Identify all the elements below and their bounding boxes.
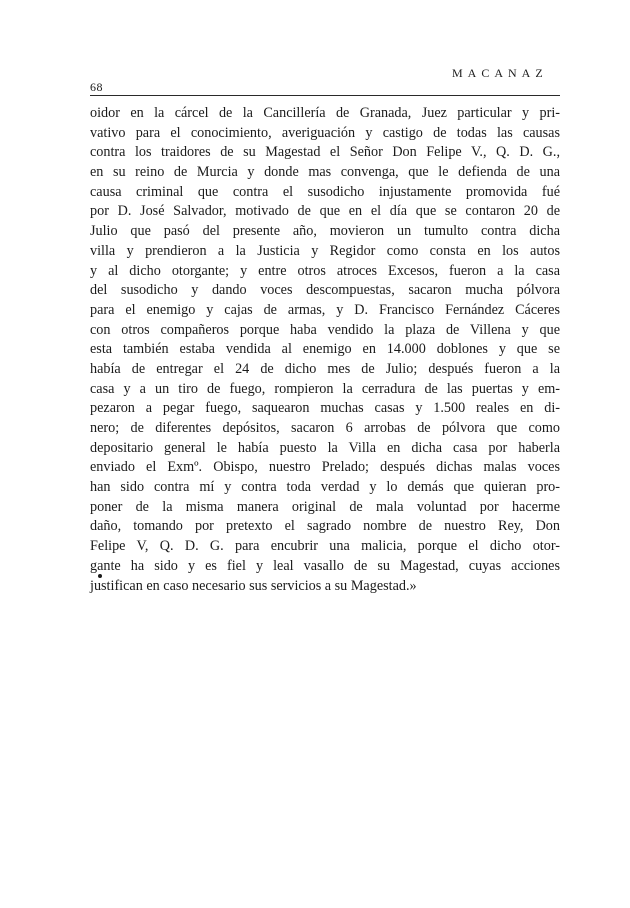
text-line: han sido contra mí y contra toda verdad y lo demás que quieran pro- (90, 479, 560, 496)
text-line: contra los traidores de su Magestad el Señor Don Felipe V., Q. D. G., (90, 144, 560, 161)
text-line: pezaron a pegar fuego, saquearon muchas casas y 1.500 reales en di- (90, 400, 560, 417)
text-line: vativo para el conocimiento, averiguación y castigo de todas las causas (90, 124, 560, 141)
text-line: villa y prendieron a la Justicia y Regidor como consta en los autos (90, 242, 560, 259)
text-line: oidor en la cárcel de la Cancillería de Granada, Juez particular y pri- (90, 105, 560, 121)
header-rule (90, 95, 560, 96)
text-line: había de entregar el 24 de dicho mes de Julio; después fueron a la (90, 360, 560, 377)
text-line: en su reino de Murcia y donde mas convenga, que le defienda de una (90, 164, 560, 181)
text-line: y al dicho otorgante; y entre otros atroces Excesos, fueron a la casa (90, 262, 560, 279)
text-line: causa criminal que contra el susodicho injustamente promovida fué (90, 183, 560, 200)
page-number: 68 (90, 80, 103, 94)
running-title: MACANAZ (452, 66, 548, 80)
text-line: del susodicho y dando voces descompuestas, sacaron mucha pólvora (90, 282, 560, 299)
text-line: con otros compañeros porque haba vendido la plaza de Villena y que (90, 321, 560, 338)
text-line: daño, tomando por pretexto el sagrado nombre de nuestro Rey, Don (90, 518, 560, 535)
text-line: Felipe V, Q. D. G. para encubrir una malicia, porque el dicho otor- (90, 538, 560, 555)
text-line: Julio que pasó del presente año, movieron un tumulto contra dicha (90, 223, 560, 240)
text-line: para el enemigo y cajas de armas, y D. Francisco Fernández Cáceres (90, 301, 560, 318)
text-line: justifican en caso necesario sus servicios a su Magestad.» (90, 577, 417, 594)
body-text (90, 104, 560, 596)
text-line: poner de la misma manera original de mala voluntad por hacerme (90, 498, 560, 515)
text-line: esta también estaba vendida al enemigo en 14.000 doblones y que se (90, 341, 560, 358)
text-line: depositario general le había puesto la Villa en dicha casa por haberla (90, 439, 560, 456)
text-line: nero; de diferentes depósitos, sacaron 6 arrobas de pólvora que como (90, 420, 560, 436)
text-line: gante ha sido y es fiel y leal vasallo de su Magestad, cuyas acciones (90, 557, 560, 574)
stray-mark (98, 574, 102, 578)
text-line: casa y a un tiro de fuego, rompieron la cerradura de las puertas y em- (90, 380, 560, 397)
text-line: por D. José Salvador, motivado de que en el día que se contaron 20 de (90, 203, 560, 220)
text-line: enviado el Exmº. Obispo, nuestro Prelado; después dichas malas voces (90, 459, 560, 476)
